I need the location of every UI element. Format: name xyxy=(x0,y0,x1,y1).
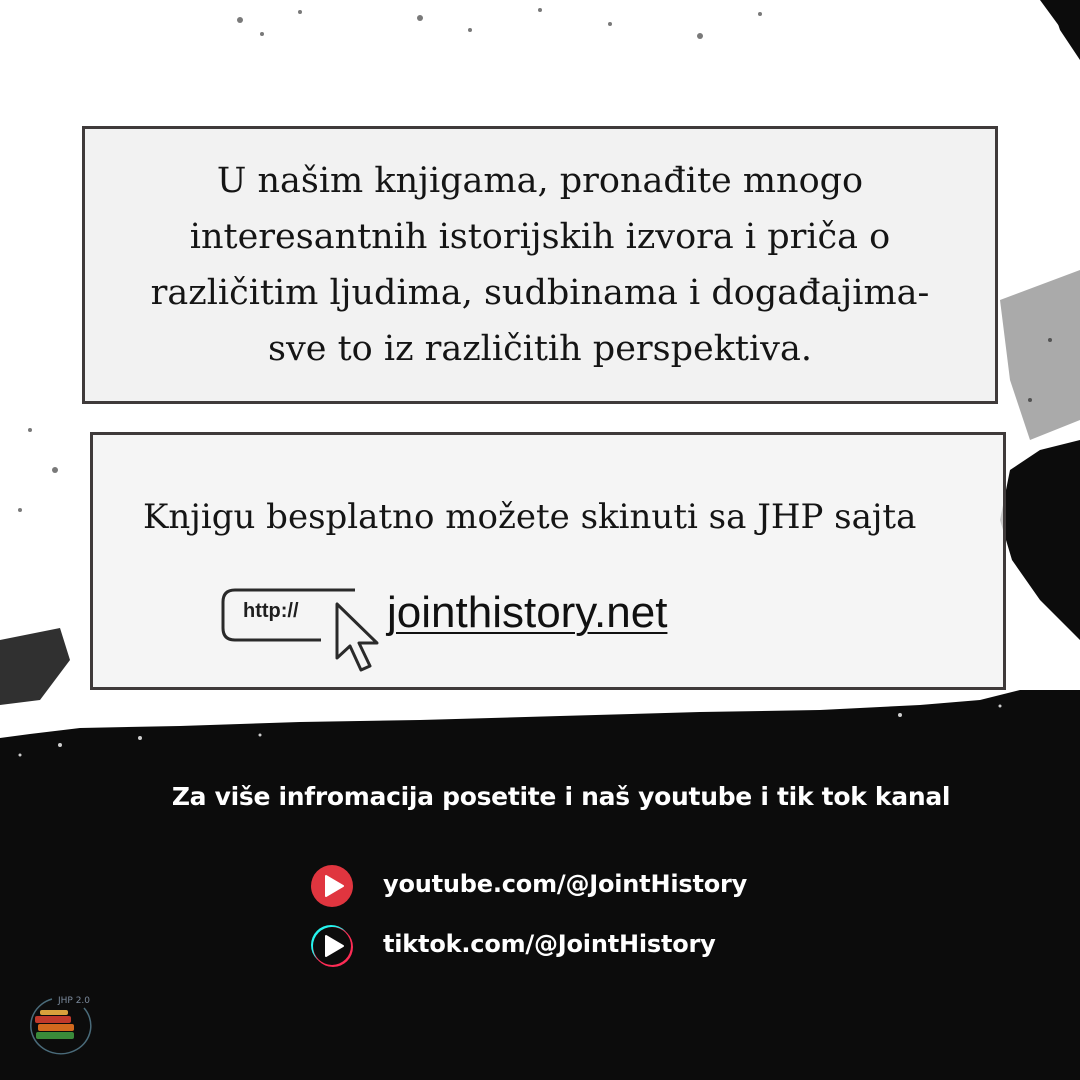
description-line: interesantnih istorijskih izvora i priča o xyxy=(189,217,891,257)
description-card xyxy=(82,126,998,404)
description-line: U našim knjigama, pronađite mnogo xyxy=(216,161,864,201)
http-label: http:// xyxy=(243,600,299,622)
info-text: Za više infromacija posetite i naš youtube i tik tok kanal xyxy=(171,782,951,811)
tiktok-label: tiktok.com/@JointHistory xyxy=(383,930,716,958)
tiktok-icon xyxy=(310,924,354,968)
download-text: Knjigu besplatno možete skinuti sa JHP sajta xyxy=(143,497,917,537)
logo-text: JHP 2.0 xyxy=(58,996,91,1006)
youtube-link[interactable] xyxy=(310,864,790,908)
youtube-icon xyxy=(310,864,354,908)
website-link-row[interactable] xyxy=(221,580,781,680)
website-link[interactable]: jointhistory.net xyxy=(387,588,668,637)
tiktok-link[interactable] xyxy=(310,924,790,968)
download-card xyxy=(90,432,1006,690)
description-text xyxy=(151,153,930,377)
description-line: različitim ljudima, sudbinama i događajima- xyxy=(150,273,930,313)
cursor-arrow-icon xyxy=(333,600,385,682)
description-line: sve to iz različitih perspektiva. xyxy=(268,329,812,369)
jhp-logo xyxy=(22,996,102,1056)
youtube-label: youtube.com/@JointHistory xyxy=(383,870,748,898)
